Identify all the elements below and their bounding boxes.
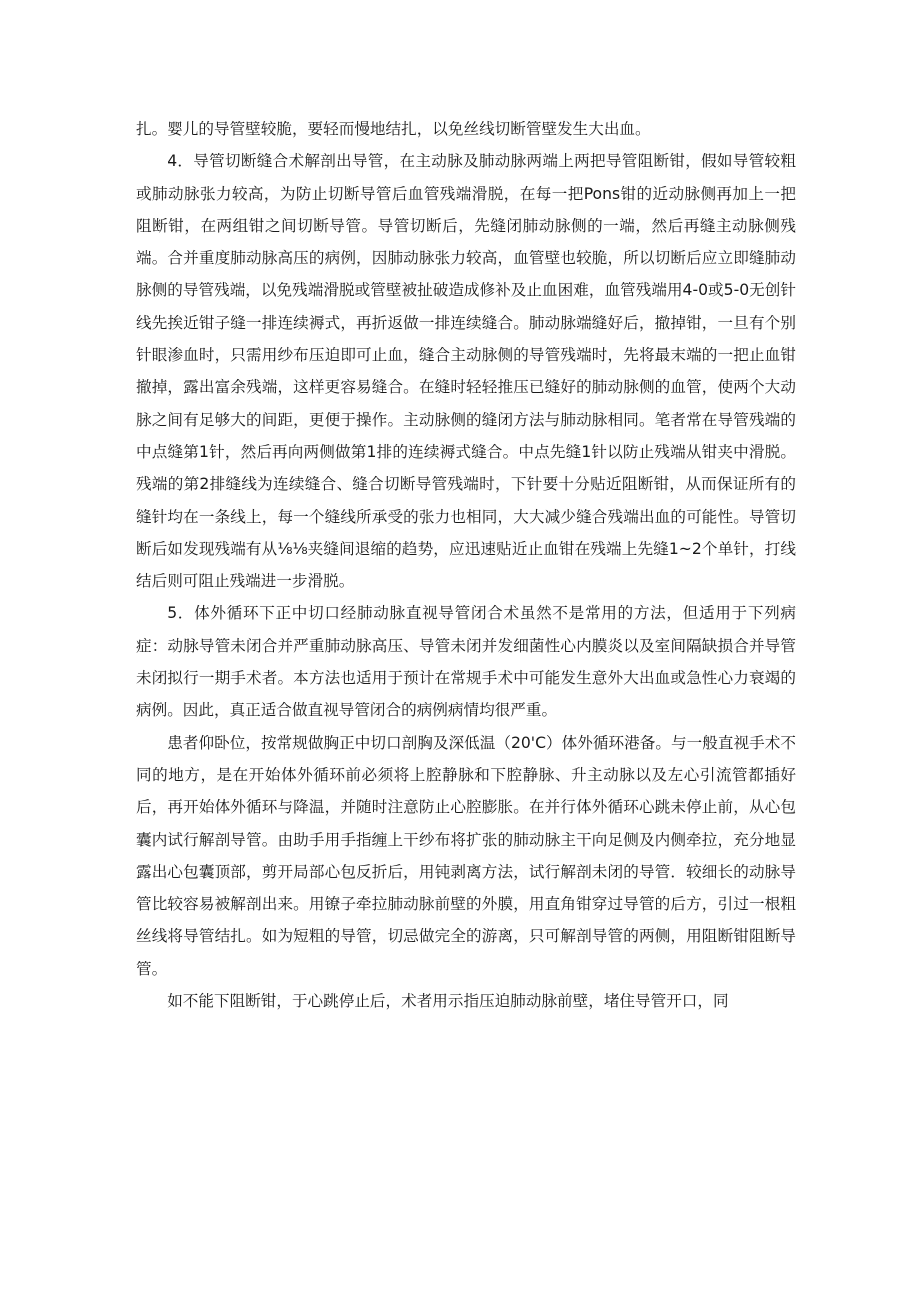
document-body — [136, 113, 796, 1017]
paragraph-section-4: 4．导管切断缝合术解剖出导管，在主动脉及肺动脉两端上两把导管阻断钳，假如导管较粗或肺动脉张力较高，为防止切断导管后血管残端滑脱，在每一把Pons钳的近动脉侧再加上一把阻断钳，在两组钳之间切断导管。导管切断后，先缝闭肺动脉侧的一端，然后再缝主动脉侧残端。合并重度肺动脉高压的病例，因肺动脉张力较高，血管壁也较脆，所以切断后应立即缝肺动脉侧的导管残端，以免残端滑脱或管壁被扯破造成修补及止血困难，血管残端用4-0或5-0无创针线先挨近钳子缝一排连续褥式，再折返做一排连续缝合。肺动脉端缝好后，撤掉钳，一旦有个别针眼渗血时，只需用纱布压迫即可止血，缝合主动脉侧的导管残端时，先将最末端的一把止血钳撤掉，露出富余残端，这样更容易缝合。在缝时轻轻推压已缝好的肺动脉侧的血管，使两个大动脉之间有足够大的间距，更便于操作。主动脉侧的缝闭方法与肺动脉相同。笔者常在导管残端的中点缝第1针，然后再向两侧做第1排的连续褥式缝合。中点先缝1针以防止残端从钳夹中滑脱。残端的第2排缝线为连续缝合、缝合切断导管残端时，下针要十分贴近阻断钳，从而保证所有的缝针均在一条线上，每一个缝线所承受的张力也相同，大大减少缝合残端出血的可能性。导管切断后如发现残端有从⅛⅛夹缝间退缩的趋势，应迅速贴近止血钳在残端上先缝1~2个单针，打线结后则可阻止残端进一步滑脱。 — [136, 152, 796, 591]
paragraph-continuation: 扎。婴儿的导管壁较脆，要轻而慢地结扎，以免丝线切断管壁发生大出血。 — [136, 120, 651, 138]
paragraph-final: 如不能下阻断钳，于心跳停止后，术者用示指压迫肺动脉前壁，堵住导管开口，同 — [167, 992, 729, 1011]
paragraph-section-5: 5．体外循环下正中切口经肺动脉直视导管闭合术虽然不是常用的方法，但适用于下列病症：动脉导管未闭合并严重肺动脉高压、导管未闭并发细菌性心内膜炎以及室间隔缺损合并导管未闭拟行一期手术者。本方法也适用于预计在常规手术中可能发生意外大出血或急性心力衰竭的病例。因此，真正适合做直视导管闭合的病例病情均很严重。 — [136, 604, 796, 720]
paragraph-procedure: 患者仰卧位，按常规做胸正中切口剖胸及深低温（20'C）体外循环港备。与一般直视手术不同的地方，是在开始体外循环前必须将上腔静脉和下腔静脉、升主动脉以及左心引流管都插好后，再开始体外循环与降温，并随时注意防止心腔膨胀。在并行体外循环心跳未停止前，从心包囊内试行解剖导管。由助手用手指缠上干纱布将扩张的肺动脉主干向足侧及内侧牵拉，充分地显露出心包囊顶部，剪开局部心包反折后，用钝剥离方法，试行解剖未闭的导管．较细长的动脉导管比较容易被解剖出来。用镣子牵拉肺动脉前壁的外膜，用直角钳穿过导管的后方，引过一根粗丝线将导管结扎。如为短粗的导管，切忌做完全的游离，只可解剖导管的两侧，用阻断钳阻断导管。 — [136, 733, 796, 978]
